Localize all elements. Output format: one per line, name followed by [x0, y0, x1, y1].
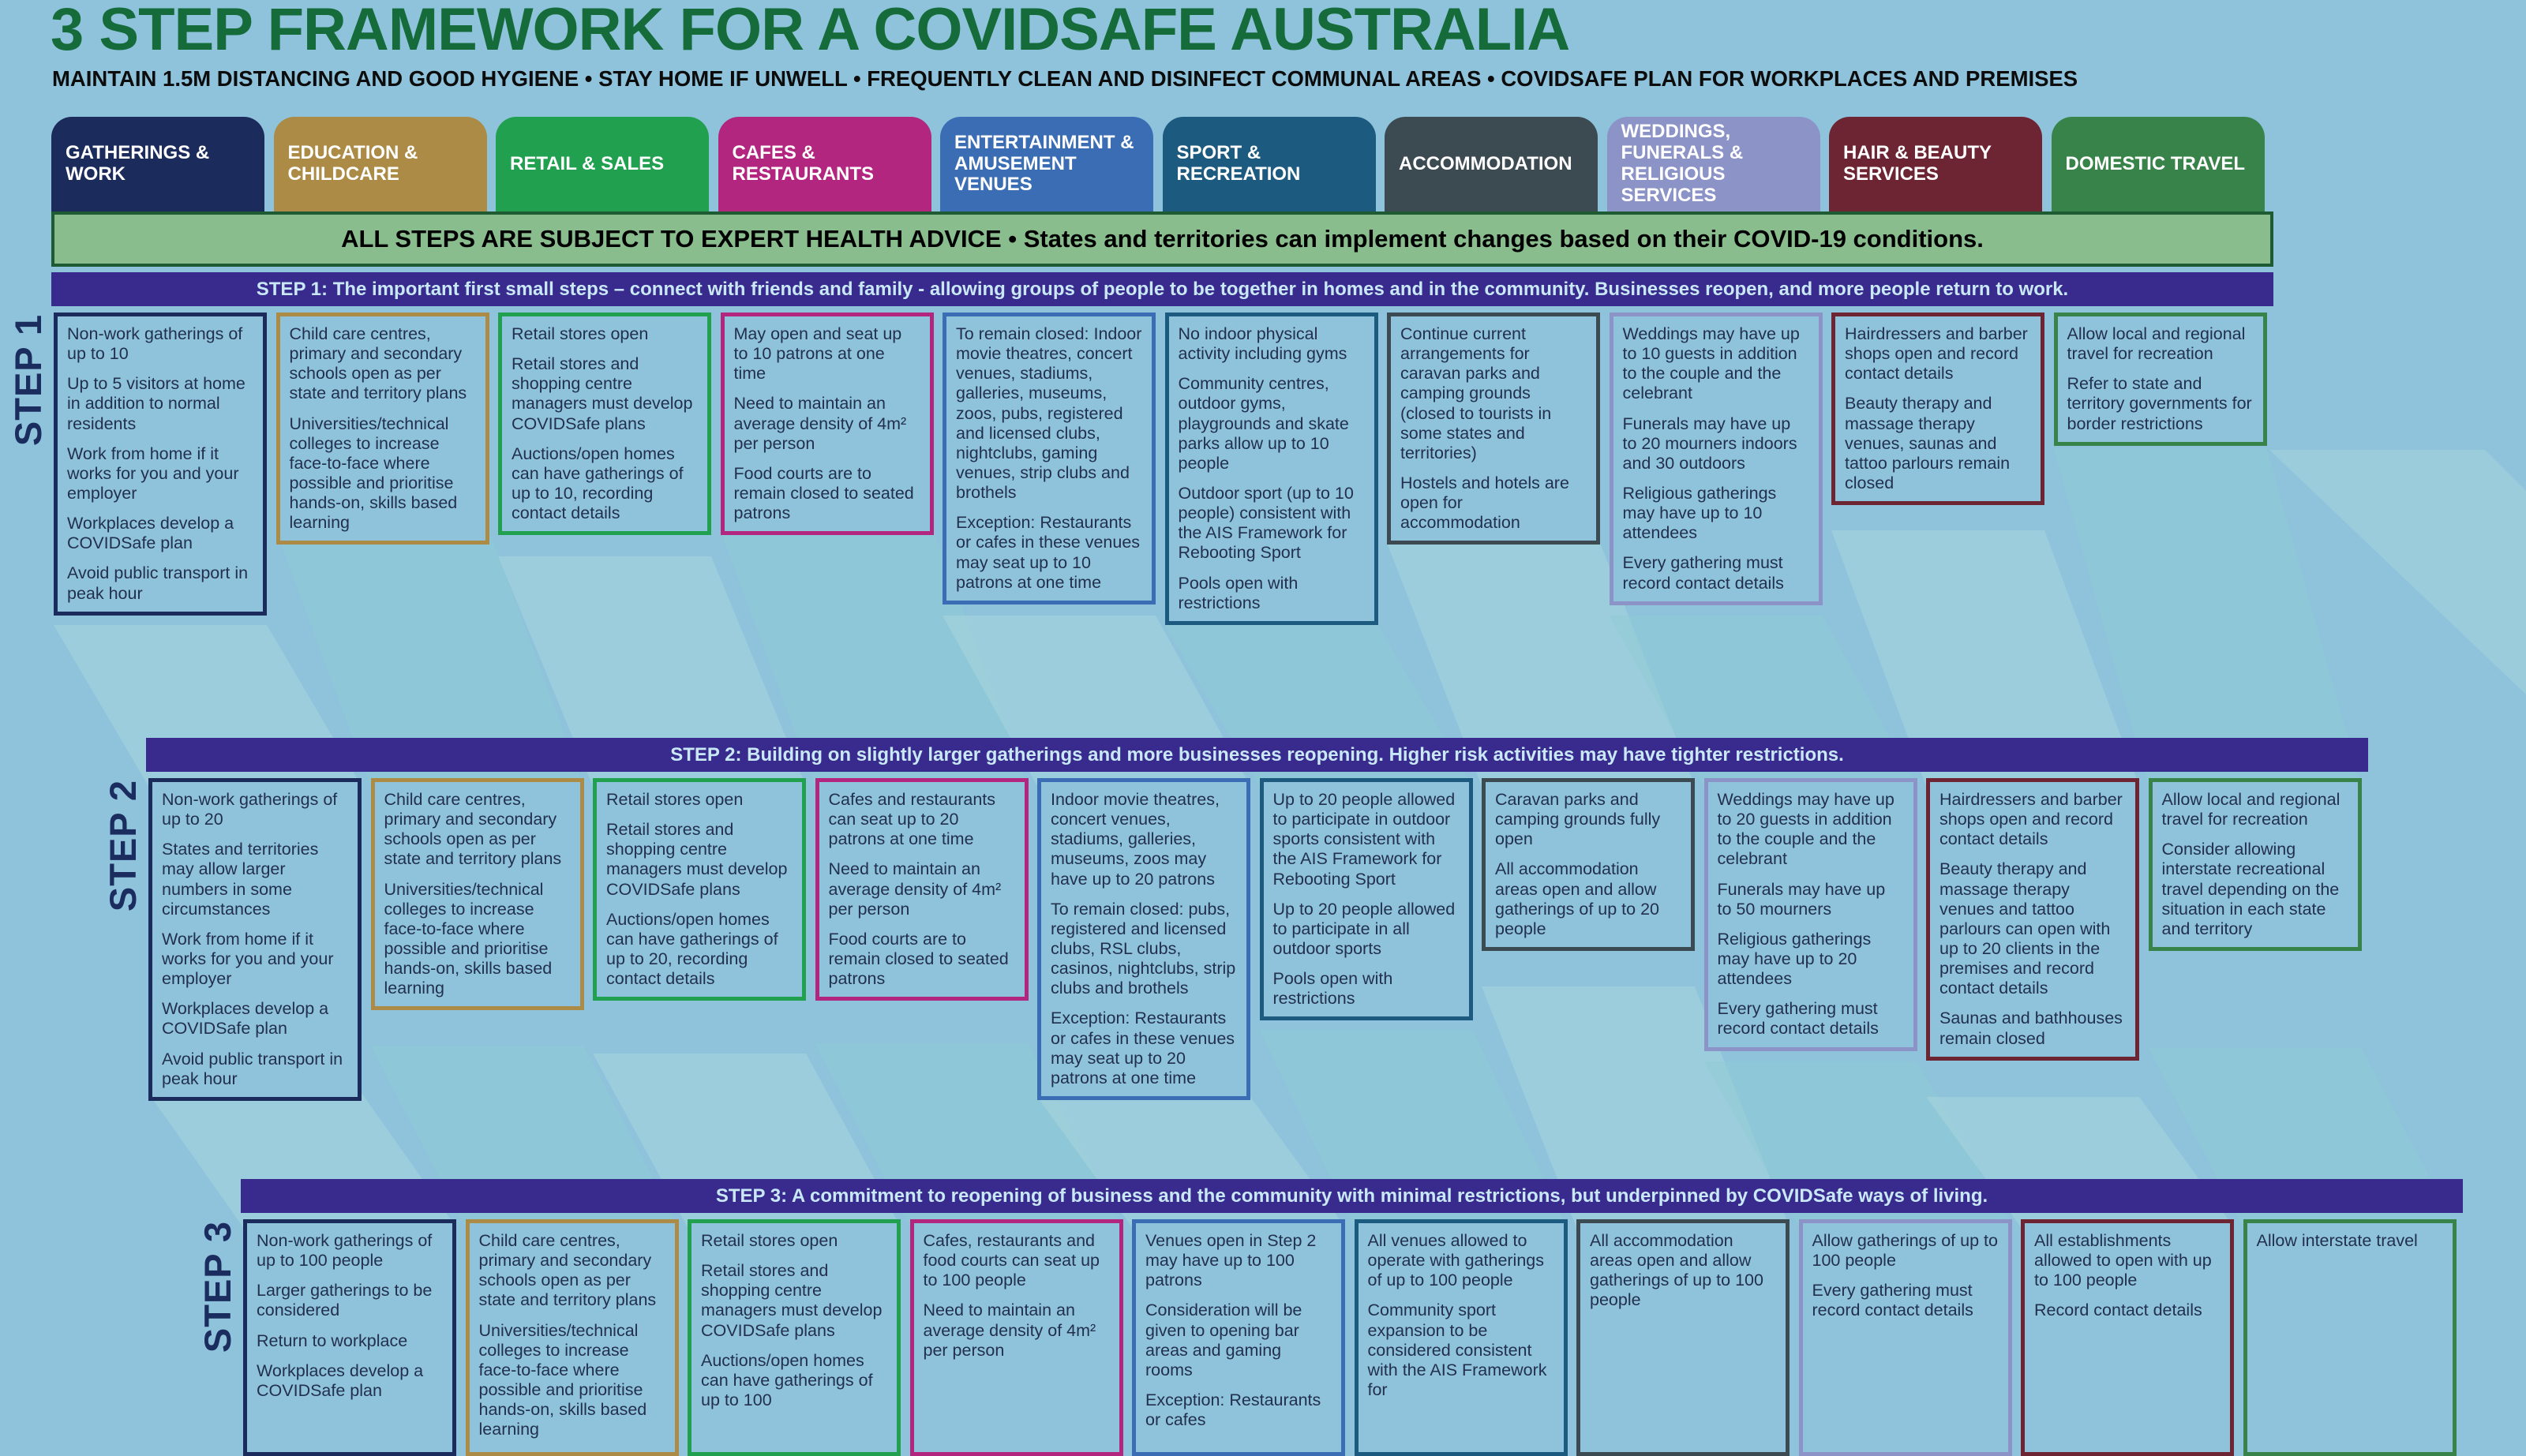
card-bullet: Caravan parks and camping grounds fully open: [1495, 790, 1661, 849]
card-step1-accommodation: [1387, 313, 1600, 545]
card-bullet: Outdoor sport (up to 10 people) consistent with the AIS Framework for Rebooting Sport: [1178, 483, 1354, 563]
card-bullet: Pools open with restrictions: [1178, 573, 1299, 612]
page-title: 3 STEP FRAMEWORK FOR A COVIDSAFE AUSTRALIA: [51, 0, 1570, 63]
card-bullet: Every gathering must record contact details: [1717, 999, 1879, 1039]
card-bullet: Community sport expansion to be considered consistent with the AIS Framework for: [1367, 1301, 1547, 1399]
column-tab-domestic-travel: [2052, 117, 2265, 211]
card-bullet: Saunas and bathhouses remain closed: [1939, 1009, 2123, 1048]
column-tab-label: GATHERINGS & WORK: [66, 142, 210, 185]
health-advice-banner: ALL STEPS ARE SUBJECT TO EXPERT HEALTH ADVICE • States and territories can implement changes based on their COVID-19 conditions.: [51, 211, 2273, 267]
card-step2-weddings-funerals-religious: [1704, 778, 1917, 1051]
column-tab-cafes-restaurants: [718, 117, 931, 211]
column-tab-label: ENTERTAINMENT & AMUSEMENT VENUES: [954, 131, 1134, 196]
card-bullet: Auctions/open homes can have gatherings of up to 100: [701, 1350, 873, 1409]
step-3-banner: STEP 3: A commitment to reopening of business and the community with minimal restrictions, but underpinned by COVIDSafe ways of living.: [241, 1179, 2463, 1213]
card-bullet: Cafes and restaurants can seat up to 20 patrons at one time: [828, 790, 996, 849]
card-bullet: Food courts are to remain closed to seated patrons: [828, 929, 1009, 989]
card-bullet: Exception: Restaurants or cafes in these venues may seat up to 20 patrons at one time: [1051, 1009, 1235, 1087]
card-step2-cafes-restaurants: [815, 778, 1029, 1001]
card-bullet: Community centres, outdoor gyms, playgrounds and skate parks allow up to 10 people: [1178, 374, 1349, 473]
card-bullet: Need to maintain an average density of 4m² per person: [828, 859, 1002, 919]
card-bullet: Retail stores and shopping centre managers must develop COVIDSafe plans: [606, 820, 788, 899]
card-bullet: Workplaces develop a COVIDSafe plan: [67, 514, 234, 553]
card-bullet: Allow interstate travel: [2256, 1231, 2418, 1250]
step-1-banner: STEP 1: The important first small steps – connect with friends and family - allowing groups of people to be together in homes and in the community. Businesses reopen, and more people return to work.: [51, 272, 2273, 306]
card-bullet: Religious gatherings may have up to 10 attendees: [1622, 483, 1777, 543]
card-step3-gatherings-work: [243, 1219, 456, 1456]
card-bullet: Pools open with restrictions: [1272, 969, 1393, 1009]
card-bullet: Up to 20 people allowed to participate in all outdoor sports: [1272, 899, 1456, 958]
card-step3-hair-beauty: [2021, 1219, 2234, 1456]
card-bullet: Retail stores and shopping centre managers must develop COVIDSafe plans: [512, 354, 693, 433]
card-bullet: All venues allowed to operate with gatherings of up to 100 people: [1367, 1231, 1545, 1290]
card-bullet: Venues open in Step 2 may have up to 100 patrons: [1145, 1231, 1317, 1290]
card-bullet: Child care centres, primary and secondary schools open as per state and territory plans: [478, 1231, 657, 1310]
card-bullet: Allow local and regional travel for recreation: [2161, 790, 2340, 829]
card-bullet: Exception: Restaurants or cafes: [1145, 1390, 1321, 1430]
card-step1-entertainment-venues: [943, 313, 1156, 604]
card-step1-sport-recreation: [1165, 313, 1378, 625]
card-step2-sport-recreation: [1260, 778, 1473, 1020]
card-bullet: Work from home if it works for you and your employer: [67, 444, 239, 503]
card-step2-domestic-travel: [2149, 778, 2362, 951]
step-2-label: STEP 2: [102, 780, 144, 912]
column-tab-sport-recreation: [1163, 117, 1376, 211]
card-bullet: Indoor movie theatres, concert venues, stadiums, galleries, museums, zoos may have up to 20 patrons: [1051, 790, 1220, 889]
card-bullet: Funerals may have up to 50 mourners: [1717, 879, 1886, 919]
card-bullet: Child care centres, primary and secondary schools open as per state and territory plans: [384, 790, 562, 869]
card-bullet: Universities/technical colleges to increase face-to-face where possible and prioritise hands-on, skills based learning: [289, 414, 458, 533]
card-step1-weddings-funerals-religious: [1610, 313, 1823, 605]
card-bullet: Workplaces develop a COVIDSafe plan: [162, 999, 329, 1039]
card-bullet: Return to workplace: [257, 1331, 408, 1350]
column-tab-weddings-funerals-religious: [1607, 117, 1820, 211]
column-tab-accommodation: [1385, 117, 1598, 211]
card-step3-retail-sales: [688, 1219, 901, 1456]
card-bullet: Child care centres, primary and secondary schools open as per state and territory plans: [289, 324, 467, 403]
card-step2-accommodation: [1482, 778, 1695, 951]
card-bullet: Non-work gatherings of up to 100 people: [257, 1231, 433, 1271]
card-bullet: Funerals may have up to 20 mourners indoors and 30 outdoors: [1622, 414, 1797, 473]
card-bullet: Auctions/open homes can have gatherings of up to 10, recording contact details: [512, 444, 684, 523]
card-step2-education-childcare: [371, 778, 584, 1010]
card-bullet: Non-work gatherings of up to 10: [67, 324, 243, 364]
card-bullet: Consideration will be given to opening bar areas and gaming rooms: [1145, 1301, 1302, 1379]
card-bullet: Retail stores and shopping centre managers must develop COVIDSafe plans: [701, 1261, 883, 1340]
column-tab-label: RETAIL & SALES: [510, 152, 665, 174]
card-bullet: Every gathering must record contact details: [1622, 553, 1784, 593]
column-tab-label: WEDDINGS, FUNERALS & RELIGIOUS SERVICES: [1621, 121, 1744, 206]
column-tab-label: ACCOMMODATION: [1399, 152, 1572, 174]
card-bullet: Need to maintain an average density of 4m² per person: [923, 1301, 1096, 1360]
card-bullet: Retail stores open: [701, 1231, 838, 1250]
column-tab-gatherings-work: [51, 117, 264, 211]
card-bullet: Cafes, restaurants and food courts can seat up to 100 people: [923, 1231, 1100, 1290]
card-bullet: Record contact details: [2034, 1301, 2202, 1320]
card-bullet: No indoor physical activity including gyms: [1178, 324, 1347, 364]
card-bullet: Hairdressers and barber shops open and record contact details: [1845, 324, 2028, 384]
card-bullet: Allow local and regional travel for recreation: [2067, 324, 2246, 364]
card-bullet: Avoid public transport in peak hour: [67, 563, 249, 603]
card-bullet: Consider allowing interstate recreational travel depending on the situation in each state and territory: [2161, 840, 2340, 938]
card-bullet: Workplaces develop a COVIDSafe plan: [257, 1361, 424, 1400]
card-bullet: Refer to state and territory governments for border restrictions: [2067, 374, 2252, 433]
card-step2-retail-sales: [593, 778, 806, 1001]
card-bullet: Work from home if it works for you and your employer: [162, 929, 334, 989]
column-tab-label: DOMESTIC TRAVEL: [2065, 152, 2246, 174]
card-bullet: Non-work gatherings of up to 20: [162, 790, 338, 829]
step-1-label: STEP 1: [7, 314, 49, 447]
card-bullet: Allow gatherings of up to 100 people: [1812, 1231, 1998, 1271]
card-bullet: Retail stores open: [606, 790, 744, 809]
card-bullet: Every gathering must record contact details: [1812, 1281, 1973, 1320]
card-step3-weddings-funerals-religious: [1799, 1219, 2012, 1456]
card-bullet: Auctions/open homes can have gatherings of up to 20, recording contact details: [606, 909, 778, 989]
card-step3-accommodation: [1576, 1219, 1790, 1456]
card-step3-entertainment-venues: [1132, 1219, 1345, 1456]
column-tab-retail-sales: [496, 117, 709, 211]
card-bullet: Need to maintain an average density of 4m² per person: [733, 394, 907, 453]
card-step3-cafes-restaurants: [910, 1219, 1123, 1456]
card-step3-domestic-travel: [2243, 1219, 2457, 1456]
card-bullet: Continue current arrangements for caravan parks and camping grounds (closed to tourists in some states and territories): [1400, 324, 1552, 462]
card-step2-hair-beauty: [1926, 778, 2139, 1061]
card-bullet: Up to 5 visitors at home in addition to normal residents: [67, 374, 245, 433]
card-bullet: Universities/technical colleges to increase face-to-face where possible and prioritise hands-on, skills based learning: [478, 1320, 647, 1439]
card-bullet: To remain closed: pubs, registered and licensed clubs, RSL clubs, casinos, nightclubs, strip clubs and brothels: [1051, 899, 1236, 998]
card-bullet: Retail stores open: [512, 324, 649, 343]
card-step1-hair-beauty: [1831, 313, 2044, 505]
card-bullet: To remain closed: Indoor movie theatres, concert venues, stadiums, galleries, museums, zoos, pubs, registered and licensed clubs, nightclubs, gaming venues, strip clubs and brothels: [956, 324, 1142, 503]
card-bullet: Religious gatherings may have up to 20 attendees: [1717, 929, 1872, 989]
card-bullet: Hairdressers and barber shops open and record contact details: [1939, 790, 2123, 849]
card-bullet: All accommodation areas open and allow gatherings of up to 100 people: [1590, 1231, 1763, 1310]
card-bullet: Larger gatherings to be considered: [257, 1281, 433, 1320]
card-bullet: States and territories may allow larger numbers in some circumstances: [162, 840, 319, 919]
column-tab-education-childcare: [274, 117, 487, 211]
card-step1-cafes-restaurants: [721, 313, 934, 535]
card-step1-domestic-travel: [2054, 313, 2267, 446]
step-3-label: STEP 3: [197, 1221, 238, 1353]
column-tab-hair-beauty: [1829, 117, 2042, 211]
card-bullet: Hostels and hotels are open for accommodation: [1400, 473, 1569, 533]
column-tab-label: CAFES & RESTAURANTS: [732, 142, 875, 185]
card-bullet: Beauty therapy and massage therapy venues and tattoo parlours can open with up to 20 clients in the premises and record contact details: [1939, 859, 2111, 998]
column-tab-label: SPORT & RECREATION: [1176, 142, 1301, 185]
card-step2-entertainment-venues: [1037, 778, 1250, 1100]
card-step1-retail-sales: [498, 313, 711, 535]
card-bullet: Weddings may have up to 10 guests in addition to the couple and the celebrant: [1622, 324, 1800, 403]
card-bullet: Food courts are to remain closed to seated patrons: [733, 463, 914, 523]
card-bullet: All accommodation areas open and allow gatherings of up to 20 people: [1495, 859, 1659, 938]
column-tab-label: EDUCATION & CHILDCARE: [287, 142, 418, 185]
card-bullet: Weddings may have up to 20 guests in addition to the couple and the celebrant: [1717, 790, 1895, 869]
step-2-banner: STEP 2: Building on slightly larger gatherings and more businesses reopening. Higher risk activities may have tighter restrictions.: [146, 738, 2368, 772]
card-bullet: Up to 20 people allowed to participate in outdoor sports consistent with the AIS Framework for Rebooting Sport: [1272, 790, 1456, 889]
column-tab-label: HAIR & BEAUTY SERVICES: [1843, 142, 1992, 185]
card-step1-gatherings-work: [54, 313, 267, 616]
card-step3-sport-recreation: [1355, 1219, 1568, 1456]
card-bullet: All establishments allowed to open with up to 100 people: [2034, 1231, 2212, 1290]
card-bullet: Beauty therapy and massage therapy venues, saunas and tattoo parlours remain closed: [1845, 394, 2011, 492]
card-step3-education-childcare: [466, 1219, 679, 1456]
column-tab-entertainment-venues: [940, 117, 1153, 211]
hygiene-subtitle: MAINTAIN 1.5M DISTANCING AND GOOD HYGIENE • STAY HOME IF UNWELL • FREQUENTLY CLEAN AND DISINFECT COMMUNAL AREAS • COVIDSAFE PLAN FOR WORKPLACES AND PREMISES: [52, 66, 2078, 91]
card-bullet: May open and seat up to 10 patrons at one time: [733, 324, 902, 384]
card-step1-education-childcare: [276, 313, 489, 545]
card-step2-gatherings-work: [148, 778, 362, 1101]
card-bullet: Universities/technical colleges to increase face-to-face where possible and prioritise hands-on, skills based learning: [384, 879, 553, 998]
card-bullet: Exception: Restaurants or cafes in these venues may seat up to 10 patrons at one time: [956, 513, 1141, 592]
card-bullet: Avoid public transport in peak hour: [162, 1049, 343, 1088]
